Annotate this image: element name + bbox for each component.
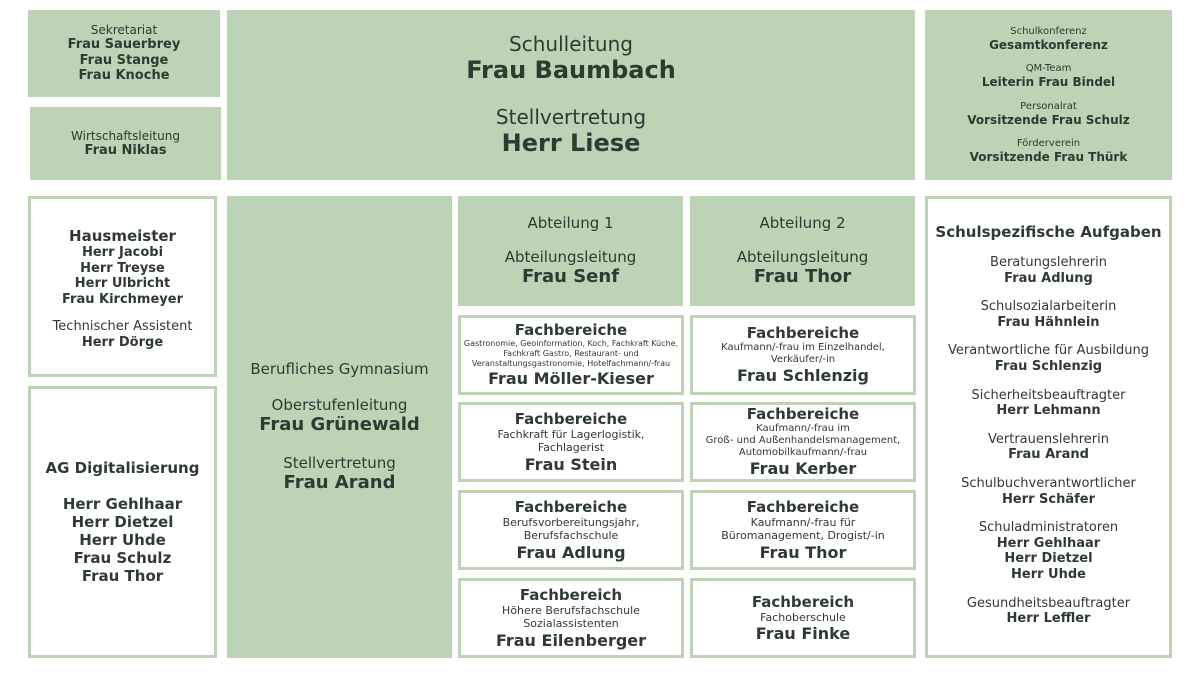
ag-member: Herr Gehlhaar — [62, 495, 183, 513]
ag-member: Herr Dietzel — [71, 513, 174, 531]
fachbereich-detail: Fachkraft Gastro, Restaurant- und — [503, 349, 639, 359]
sekretariat-box — [28, 10, 220, 97]
fachbereich-lead: Frau Stein — [524, 454, 618, 474]
fachbereich-lead: Frau Thor — [759, 542, 847, 562]
fachbereich-detail: Sozialassistenten — [523, 617, 619, 631]
ag-digitalisierung-box — [28, 386, 217, 658]
schulleitung-box — [227, 10, 915, 180]
fachbereich-detail: Fachkraft für Lagerlogistik, — [497, 428, 645, 442]
wirtschaftsleitung-title: Wirtschaftsleitung — [71, 128, 180, 143]
aufgabe-name: Herr Gehlhaar — [996, 535, 1101, 551]
fachbereich-box — [690, 315, 916, 395]
abteilung-1-box — [458, 196, 683, 306]
aufgabe-name: Herr Schäfer — [1001, 491, 1096, 507]
fachbereich-detail: Kaufmann/-frau im — [756, 423, 850, 435]
aufgabe-name: Frau Arand — [1008, 447, 1089, 463]
hausmeister-member: Frau Kirchmeyer — [62, 291, 183, 307]
fachbereich-detail: Groß- und Außenhandelsmanagement, — [705, 435, 901, 447]
fachbereich-lead: Frau Möller-Kieser — [488, 369, 654, 389]
fachbereich-detail: Berufsvorbereitungsjahr, — [502, 516, 640, 530]
aufgabe-name: Frau Adlung — [1004, 270, 1093, 286]
hausmeister-title: Hausmeister — [69, 227, 176, 245]
gremien-box — [925, 10, 1172, 180]
abteilung-2-lead-title: Abteilungsleitung — [736, 248, 869, 267]
fachbereich-box — [690, 578, 916, 658]
schulleitung-deputy-title: Stellvertretung — [495, 105, 647, 129]
ag-digitalisierung-title: AG Digitalisierung — [45, 459, 200, 477]
aufgabe-name: Herr Dietzel — [1004, 551, 1093, 567]
aufgabe-name: Herr Uhde — [1011, 566, 1086, 582]
fachbereich-box — [458, 490, 684, 570]
wirtschaftsleitung-name: Frau Niklas — [84, 142, 167, 158]
gymnasium-title: Berufliches Gymnasium — [250, 360, 429, 379]
aufgabe-name: Herr Leffler — [1006, 611, 1091, 627]
fachbereich-title: Fachbereich — [751, 592, 855, 611]
schulspezifische-aufgaben-box — [925, 196, 1172, 658]
sekretariat-title: Sekretariat — [90, 22, 158, 37]
fachbereich-box — [458, 315, 684, 395]
berufliches-gymnasium-box — [227, 196, 452, 658]
technischer-assistent-name: Herr Dörge — [81, 334, 164, 350]
abteilung-1-lead-name: Frau Senf — [521, 266, 620, 288]
gymnasium-deputy-title: Stellvertretung — [283, 454, 396, 472]
abteilung-1-title: Abteilung 1 — [527, 214, 614, 233]
ag-member: Frau Thor — [81, 567, 164, 585]
fachbereich-detail: Büromanagement, Drogist/-in — [721, 529, 885, 543]
abteilung-1-lead-title: Abteilungsleitung — [504, 248, 637, 267]
hausmeister-member: Herr Ulbricht — [74, 276, 171, 292]
hausmeister-member: Herr Jacobi — [81, 245, 164, 260]
aufgabe-role: Verantwortliche für Ausbildung — [948, 343, 1149, 359]
fachbereich-title: Fachbereiche — [746, 405, 860, 424]
aufgabe-role: Schulsozialarbeiterin — [980, 299, 1117, 315]
fachbereich-detail: Höhere Berufsfachschule — [502, 604, 640, 618]
abteilung-2-lead-name: Frau Thor — [753, 266, 852, 288]
fachbereich-detail: Verkäufer/-in — [770, 354, 836, 366]
fachbereich-title: Fachbereiche — [746, 324, 860, 343]
gymnasium-deputy-name: Frau Arand — [283, 472, 396, 493]
aufgabe-role: Schuladministratoren — [978, 520, 1119, 536]
schulleitung-deputy-name: Herr Liese — [501, 129, 641, 157]
fachbereich-lead: Frau Eilenberger — [495, 630, 647, 650]
aufgabe-role: Beratungslehrerin — [990, 255, 1107, 270]
gremium-title: QM-Team — [1025, 63, 1072, 75]
fachbereich-detail: Fachlagerist — [537, 441, 605, 455]
gremium-title: Schulkonferenz — [1010, 25, 1087, 37]
fachbereich-lead: Frau Schlenzig — [737, 366, 869, 386]
fachbereich-title: Fachbereich — [519, 586, 623, 605]
oberstufenleitung-title: Oberstufenleitung — [271, 396, 408, 415]
gremium-name: Leiterin Frau Bindel — [981, 75, 1116, 90]
fachbereich-title: Fachbereiche — [514, 321, 628, 340]
technischer-assistent-title: Technischer Assistent — [52, 319, 193, 335]
gremium-name: Vorsitzende Frau Schulz — [967, 112, 1130, 127]
fachbereich-title: Fachbereiche — [514, 498, 628, 517]
fachbereich-lead: Frau Finke — [755, 624, 851, 643]
ag-member: Frau Schulz — [73, 549, 172, 567]
fachbereich-box — [690, 402, 916, 482]
gremium-title: Förderverein — [1016, 137, 1081, 149]
fachbereich-title: Fachbereiche — [514, 410, 628, 429]
hausmeister-member: Herr Treyse — [80, 260, 165, 276]
aufgabe-name: Frau Hähnlein — [997, 314, 1100, 330]
fachbereich-box — [458, 402, 684, 482]
fachbereich-box — [690, 490, 916, 570]
aufgabe-role: Gesundheitsbeauftragter — [966, 595, 1131, 611]
ag-member: Herr Uhde — [79, 531, 166, 549]
fachbereich-detail: Kaufmann/-frau im Einzelhandel, — [721, 342, 885, 354]
aufgabe-name: Herr Lehmann — [996, 403, 1101, 419]
abteilung-2-title: Abteilung 2 — [759, 214, 846, 233]
abteilung-2-box — [690, 196, 915, 306]
fachbereich-detail: Kaufmann/-frau für — [750, 516, 856, 530]
sekretariat-member: Frau Knoche — [78, 68, 170, 84]
aufgabe-role: Schulbuchverantwortlicher — [961, 475, 1136, 491]
sekretariat-member: Frau Sauerbrey — [67, 37, 181, 53]
gremium-title: Personalrat — [1020, 100, 1077, 112]
schulleitung-title: Schulleitung — [509, 32, 633, 57]
wirtschaftsleitung-box — [30, 107, 221, 180]
fachbereich-detail: Berufsfachschule — [523, 529, 619, 543]
aufgaben-title: Schulspezifische Aufgaben — [935, 223, 1162, 241]
fachbereich-detail: Veranstaltungsgastronomie, Hotelfachmann/-frau — [471, 359, 671, 369]
fachbereich-detail: Automobilkaufmann/-frau — [738, 447, 868, 459]
aufgabe-role: Sicherheitsbeauftragter — [971, 387, 1126, 403]
fachbereich-title: Fachbereiche — [746, 498, 860, 517]
fachbereich-detail: Fachoberschule — [760, 610, 846, 624]
fachbereich-lead: Frau Adlung — [516, 542, 626, 562]
gremium-name: Vorsitzende Frau Thürk — [969, 149, 1128, 164]
fachbereich-box — [458, 578, 684, 658]
sekretariat-member: Frau Stange — [79, 52, 169, 68]
fachbereich-lead: Frau Kerber — [749, 459, 857, 479]
schulleitung-name: Frau Baumbach — [466, 56, 676, 85]
oberstufenleitung-name: Frau Grünewald — [259, 414, 420, 436]
gremium-name: Gesamtkonferenz — [989, 37, 1108, 52]
aufgabe-name: Frau Schlenzig — [994, 358, 1103, 374]
hausmeister-box — [28, 196, 217, 377]
aufgabe-role: Vertrauenslehrerin — [988, 431, 1109, 447]
fachbereich-detail: Gastronomie, Geoinformation, Koch, Fachkraft Küche, — [463, 339, 679, 349]
